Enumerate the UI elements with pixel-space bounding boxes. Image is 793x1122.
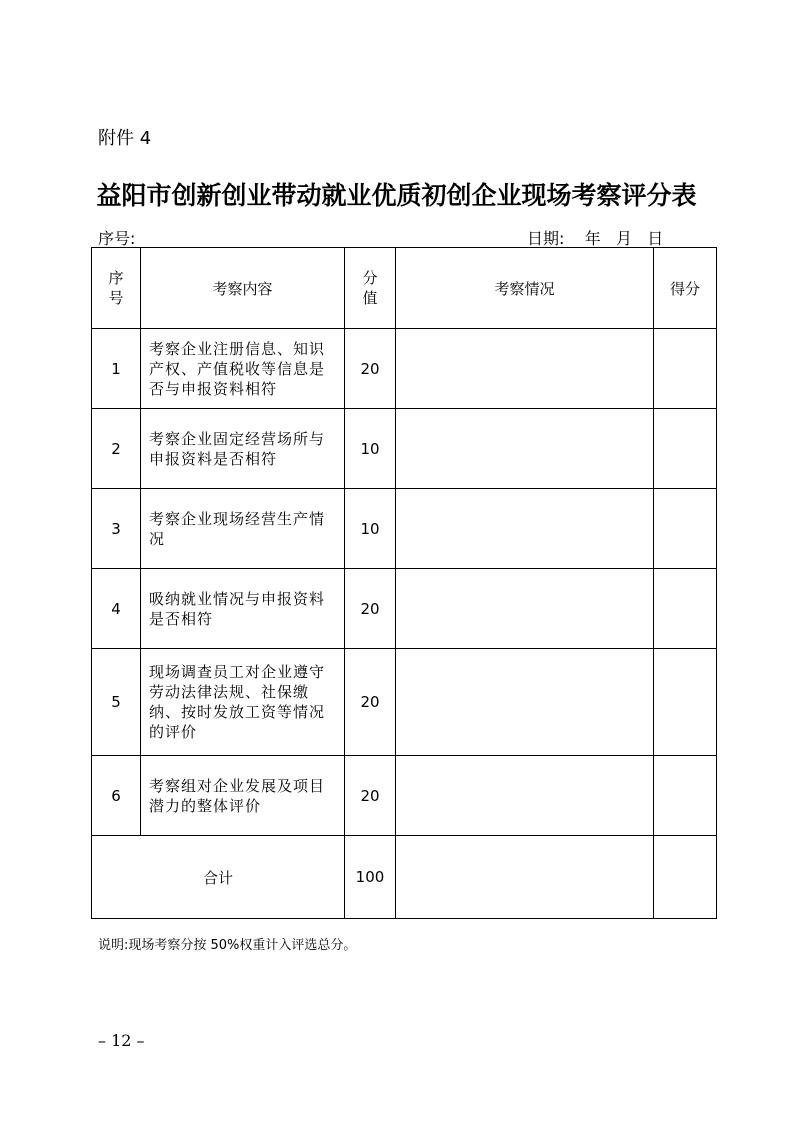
row-no: 2 (92, 409, 141, 489)
row-content: 现场调查员工对企业遵守劳动法律法规、社保缴纳、按时发放工资等情况的评价 (141, 649, 345, 756)
row-content: 考察组对企业发展及项目潜力的整体评价 (141, 756, 345, 836)
row-content: 考察企业固定经营场所与申报资料是否相符 (141, 409, 345, 489)
row-content: 吸纳就业情况与申报资料是否相符 (141, 569, 345, 649)
row-score: 10 (345, 489, 396, 569)
table-row (92, 409, 717, 489)
header-result: 得分 (654, 248, 717, 329)
row-no: 4 (92, 569, 141, 649)
footnote: 说明:现场考察分按 50%权重计入评选总分。 (98, 938, 357, 953)
row-no: 5 (92, 649, 141, 756)
row-result-cell[interactable] (654, 409, 717, 489)
row-situation-cell[interactable] (396, 329, 654, 409)
table-row (92, 329, 717, 409)
row-score: 20 (345, 569, 396, 649)
row-no: 6 (92, 756, 141, 836)
header-situation: 考察情况 (396, 248, 654, 329)
date-label: 日期: 年 月 日 (527, 229, 664, 248)
header-score: 分 值 (345, 248, 396, 329)
row-no: 3 (92, 489, 141, 569)
row-score: 20 (345, 329, 396, 409)
table-row (92, 569, 717, 649)
row-situation-cell[interactable] (396, 569, 654, 649)
row-result-cell[interactable] (654, 756, 717, 836)
row-result-cell[interactable] (654, 569, 717, 649)
header-content: 考察内容 (141, 248, 345, 329)
table-row (92, 756, 717, 836)
table-row (92, 649, 717, 756)
row-result-cell[interactable] (654, 329, 717, 409)
row-situation-cell[interactable] (396, 756, 654, 836)
row-score: 20 (345, 649, 396, 756)
row-situation-cell[interactable] (396, 489, 654, 569)
row-content: 考察企业注册信息、知识产权、产值税收等信息是否与申报资料相符 (141, 329, 345, 409)
header-no: 序 号 (92, 248, 141, 329)
total-result-cell[interactable] (654, 836, 717, 919)
serial-number-label: 序号: (98, 229, 136, 248)
evaluation-table (91, 247, 717, 919)
row-no: 1 (92, 329, 141, 409)
row-content: 考察企业现场经营生产情况 (141, 489, 345, 569)
page-number: – 12 – (98, 1031, 145, 1050)
attachment-label: 附件 4 (98, 128, 152, 149)
total-label: 合计 (92, 836, 345, 919)
table-row (92, 489, 717, 569)
row-result-cell[interactable] (654, 489, 717, 569)
table-total-row (92, 836, 717, 919)
page-title: 益阳市创新创业带动就业优质初创企业现场考察评分表 (96, 181, 697, 210)
total-situation-cell[interactable] (396, 836, 654, 919)
row-result-cell[interactable] (654, 649, 717, 756)
table-header-row (92, 248, 717, 329)
row-situation-cell[interactable] (396, 649, 654, 756)
row-score: 10 (345, 409, 396, 489)
row-score: 20 (345, 756, 396, 836)
row-situation-cell[interactable] (396, 409, 654, 489)
total-score: 100 (345, 836, 396, 919)
